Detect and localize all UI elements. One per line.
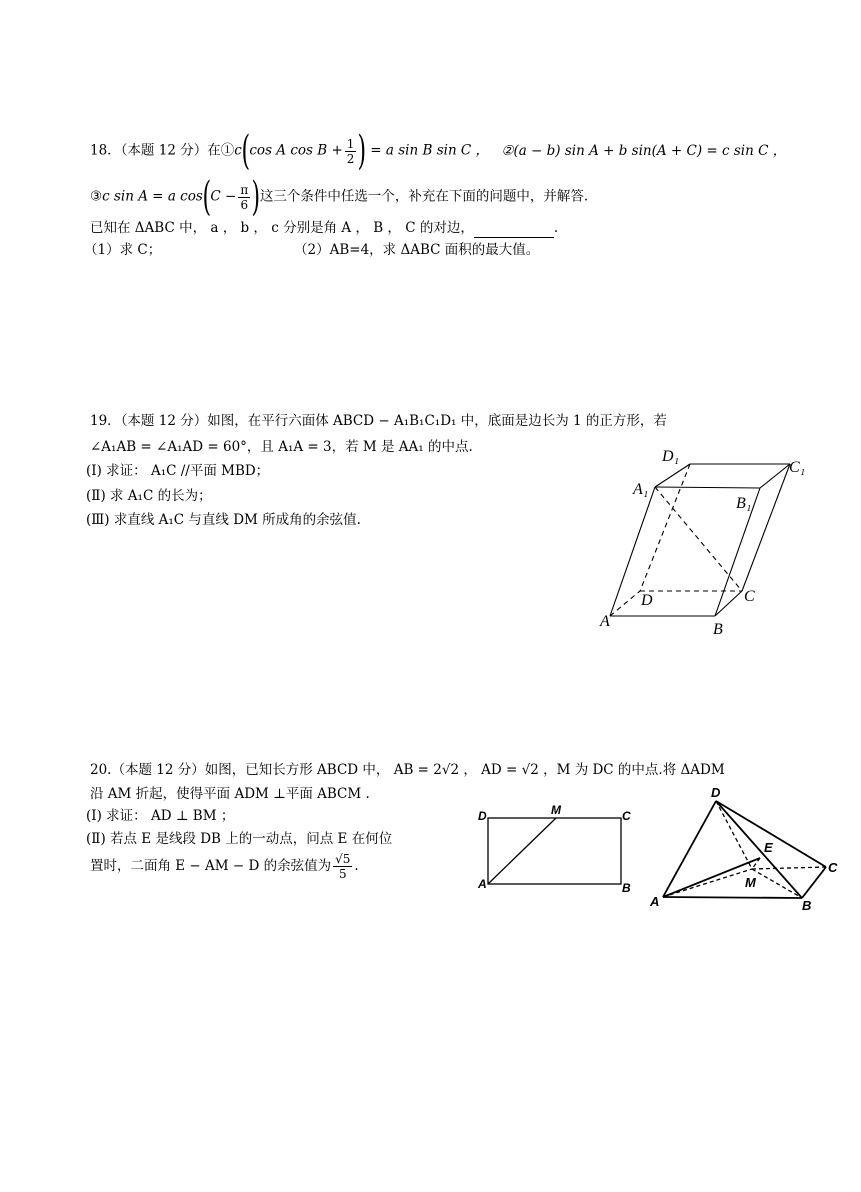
q18-paren2-close: )	[251, 174, 261, 220]
q18-cond1-mark: ①	[220, 142, 235, 159]
q20-right-label-E: E	[764, 840, 773, 855]
q20-part2a	[86, 829, 392, 849]
q19-line2	[90, 437, 473, 457]
q18-cond3-mark: ③	[90, 188, 103, 205]
q20-left-label-B: B	[622, 881, 631, 895]
q18-lead: 在	[207, 142, 221, 159]
q19-label-C1: C₁	[789, 459, 806, 476]
q20-part1	[86, 806, 234, 826]
q19-part3	[86, 510, 361, 530]
q20-sqrt5-frac	[333, 852, 352, 881]
q19-label-B: B	[713, 621, 723, 638]
q20-part2b	[90, 852, 359, 881]
q18-given: 已知在 ΔABC 中， a ， b ， c 分别是角 A ， B ， C 的对边， .	[90, 220, 559, 236]
q20-right-label-M: M	[745, 875, 756, 890]
q18-cond1-inner: cos A cos B +	[249, 142, 343, 159]
q18-cond3-inner: C −	[210, 188, 237, 205]
q20-right-label-C: C	[828, 860, 838, 875]
q18-pi6-frac	[238, 183, 250, 212]
q20-left-label-D: D	[478, 809, 487, 823]
q20-points: （本题 12 分）	[111, 762, 205, 778]
q20-line1-text: 如图，已知长方形 ABCD 中， AB = 2√2 ， AD = √2 ，M 为 DC 的中点.将 ΔADM	[204, 762, 725, 778]
q19-line1-text: 如图，在平行六面体 ABCD − A₁B₁C₁D₁ 中，底面是边长为 1 的正方形，若	[207, 413, 667, 429]
q18-part1: （1）求 C；	[84, 242, 162, 258]
q20-right-label-B: B	[802, 898, 812, 913]
q20-right-label-D: D	[711, 785, 721, 800]
q20-part1-text: (Ⅰ) 求证： AD ⊥ BM ；	[86, 808, 235, 824]
q19-number: 19．	[90, 413, 121, 429]
q19-label-B1: B₁	[736, 495, 752, 512]
q18-cond3-head: c sin A = a cos	[102, 188, 203, 205]
q18-paren-open: (	[241, 128, 250, 174]
q18-half-frac	[345, 137, 357, 166]
q19-part1-text: (Ⅰ) 求证： A₁C //平面 MBD；	[86, 463, 270, 479]
q19-label-D1: D₁	[662, 448, 680, 465]
q20-line2	[90, 784, 370, 804]
q18-six: 6	[240, 197, 249, 212]
q18-given-text: 已知在 ΔABC 中， a ， b ， c 分别是角 A ， B ， C 的对边，	[90, 220, 474, 236]
q18-line1	[90, 128, 787, 174]
q19-part1	[86, 461, 269, 481]
q19-label-D: D	[641, 592, 653, 609]
q18-points: （本题 12 分）	[120, 142, 208, 159]
q19-part3-text: (Ⅲ) 求直线 A₁C 与直线 DM 所成角的余弦值.	[86, 512, 361, 528]
q20-left-label-A: A	[478, 877, 487, 891]
q18-paren2-open: (	[202, 174, 211, 220]
q18-answer-blank[interactable]	[474, 223, 554, 238]
q18-pi: π	[240, 182, 249, 197]
q19-label-C: C	[744, 588, 755, 605]
q20-line2-text: 沿 AM 折起，使得平面 ADM ⊥平面 ABCM .	[90, 786, 370, 802]
q20-part2b-text: 置时，二面角 E − AM − D 的余弦值为	[90, 858, 332, 874]
q18-c: c	[234, 142, 242, 159]
q20-sqrt5: √5	[335, 852, 351, 866]
q20-line1	[90, 760, 725, 780]
q19-line1	[90, 411, 667, 431]
q20-part2a-text: (Ⅱ) 若点 E 是线段 DB 上的一动点，问点 E 在何位	[86, 831, 393, 847]
q20-right-label-A: A	[650, 894, 660, 909]
q19-label-A1: A₁	[633, 481, 649, 498]
q19-part2	[86, 486, 212, 506]
q18-paren-close: )	[357, 128, 367, 174]
q20-number: 20.	[90, 762, 112, 778]
q18-cond3-tail: 这三个条件中任选一个，补充在下面的问题中，并解答.	[259, 188, 589, 205]
q20-left-label-M: M	[551, 803, 561, 817]
q18-number: 18．	[90, 142, 121, 159]
q18-half-num: 1	[346, 136, 355, 151]
q18-cond1-tail: = a sin B sin C ，	[366, 142, 490, 159]
q19-label-A: A	[600, 613, 610, 630]
q18-line2	[90, 174, 589, 220]
q18-cond2: ②(a − b) sin A + b sin(A + C) = c sin C ，	[501, 142, 787, 159]
q18-parts	[84, 240, 540, 260]
q19-line2-text: ∠A₁AB = ∠A₁AD = 60°，且 A₁A = 3，若 M 是 AA₁ 的中点.	[90, 439, 473, 455]
q19-points: （本题 12 分）	[120, 413, 208, 429]
q20-left-label-C: C	[622, 809, 631, 823]
q18-part2: （2）AB=4，求 ΔABC 面积的最大值。	[294, 242, 540, 258]
q18-half-den: 2	[346, 151, 355, 166]
q20-five: 5	[338, 867, 347, 881]
q19-part2-text: (Ⅱ) 求 A₁C 的长为；	[86, 488, 212, 504]
q20-period: .	[354, 858, 359, 874]
